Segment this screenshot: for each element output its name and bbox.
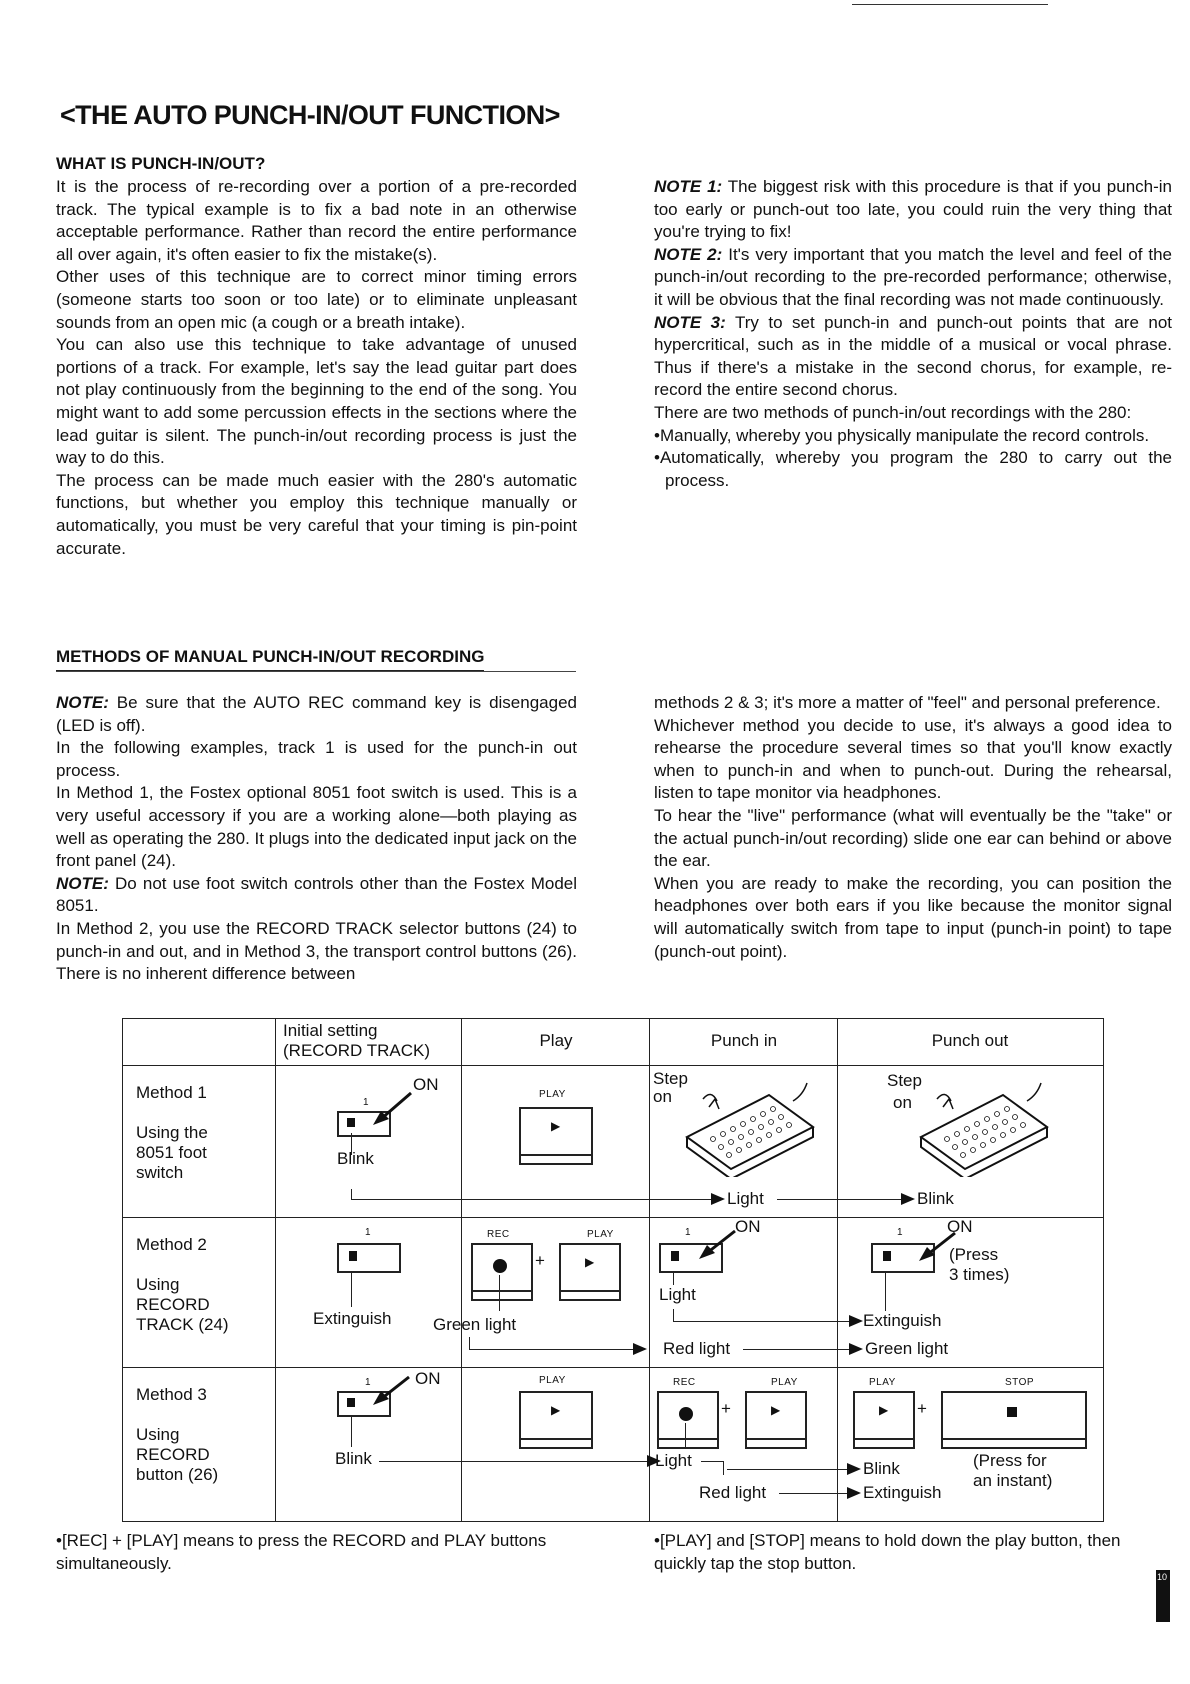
extinguish-label: Extinguish xyxy=(863,1311,942,1330)
button-base xyxy=(747,1438,805,1447)
light-label: Light xyxy=(727,1189,764,1208)
method-label: Method 2 xyxy=(136,1235,207,1254)
on-label: ON xyxy=(947,1217,973,1236)
led-icon xyxy=(883,1251,891,1261)
connector-line xyxy=(351,1199,715,1200)
arrow-icon xyxy=(693,1227,741,1267)
arrowhead-icon xyxy=(849,1343,863,1355)
red-light-label: Red light xyxy=(699,1483,767,1502)
section2-left-column xyxy=(56,692,577,986)
play-label: PLAY xyxy=(771,1377,798,1388)
play-button xyxy=(519,1107,593,1165)
paragraph: There are two methods of punch-in/out recordings with the 280: xyxy=(654,402,1132,422)
page-number-tab xyxy=(1156,1570,1170,1622)
method-desc: TRACK (24) xyxy=(136,1315,229,1334)
light-label: Light xyxy=(655,1451,692,1470)
button-base xyxy=(943,1438,1085,1447)
connector-line xyxy=(673,1271,674,1285)
blink-label: Blink xyxy=(337,1149,374,1168)
connector-line xyxy=(701,1461,723,1462)
stop-icon xyxy=(1007,1407,1017,1417)
play-label: PLAY xyxy=(539,1089,566,1100)
connector-line xyxy=(727,1469,849,1470)
track-number: 1 xyxy=(365,1227,372,1238)
table-divider xyxy=(275,1019,276,1521)
arrowhead-icon xyxy=(847,1463,861,1475)
arrow-icon xyxy=(367,1089,417,1129)
foot-switch-icon xyxy=(673,1077,823,1177)
paragraph: Whichever method you decide to use, it's always a good idea to rehearse the procedure several times so that you'll know exactly when to punch-in and when to punch-out. During the rehearsal, listen to tape monitor via headphones. xyxy=(654,715,1172,803)
note-label: NOTE: xyxy=(56,693,109,712)
paragraph: When you are ready to make the recording, you can position the headphones over both ears if you like because the monitor signal will automatically switch from tape to input (punch-in point) to tape (punch-out point). xyxy=(654,873,1172,961)
paragraph: In the following examples, track 1 is used for the punch-in out process. xyxy=(56,738,577,780)
play-icon: ▶ xyxy=(585,1255,595,1269)
extinguish-label: Extinguish xyxy=(313,1309,392,1328)
connector-line xyxy=(351,1271,352,1307)
connector-line xyxy=(777,1199,903,1200)
play-label: PLAY xyxy=(587,1229,614,1240)
heading-underline xyxy=(56,671,576,672)
press-label: (Press xyxy=(949,1245,999,1264)
connector-line xyxy=(885,1271,886,1311)
table-header-punch-out: Punch out xyxy=(931,1031,1009,1050)
table-header-initial: Initial setting (RECORD TRACK) xyxy=(283,1021,431,1060)
step-on-label: on xyxy=(893,1093,912,1112)
play-icon: ▶ xyxy=(879,1403,889,1417)
connector-line xyxy=(469,1349,635,1350)
method-label: Method 1 xyxy=(136,1083,207,1102)
foot-switch-icon xyxy=(907,1077,1057,1177)
press-label: 3 times) xyxy=(949,1265,1010,1284)
play-button xyxy=(853,1391,915,1449)
connector-line xyxy=(379,1461,651,1462)
play-button xyxy=(519,1391,593,1449)
led-icon xyxy=(347,1398,355,1407)
note-label: NOTE: xyxy=(56,873,109,893)
bullet-item: •Manually, whereby you physically manipulate the record controls. xyxy=(654,425,1150,445)
paragraph: The process can be made much easier with the 280's automatic functions, but whether you employ this technique manually or automatically, you must be very careful that your timing is pin-point accurate. xyxy=(56,470,577,558)
play-button xyxy=(559,1243,621,1301)
play-icon: ▶ xyxy=(551,1119,561,1133)
note-paragraph xyxy=(56,873,577,918)
table-divider xyxy=(837,1019,838,1521)
paragraph: In Method 1, the Fostex optional 8051 foot switch is used. This is a very useful accessory if you are a working alone—both playing as well as operating the 280. It plugs into the dedicated input jack on the front panel (24). xyxy=(56,783,577,871)
red-light-label: Red light xyxy=(663,1339,731,1358)
note-paragraph xyxy=(654,176,1172,244)
on-label: ON xyxy=(735,1217,761,1236)
footnote: •[PLAY] and [STOP] means to hold down the play button, then quickly tap the stop button. xyxy=(654,1531,1121,1573)
methods-table xyxy=(122,1018,1104,1522)
section1-left-column xyxy=(56,176,577,560)
connector-line xyxy=(743,1349,853,1350)
section2-right-column xyxy=(654,692,1172,963)
connector-line xyxy=(779,1493,849,1494)
arrowhead-icon xyxy=(901,1193,915,1205)
paragraph: methods 2 & 3; it's more a matter of "feel" and personal preference. xyxy=(654,693,1161,712)
arrowhead-icon xyxy=(847,1487,861,1499)
blink-label: Blink xyxy=(917,1189,954,1208)
table-divider xyxy=(461,1019,462,1521)
play-icon: ▶ xyxy=(771,1403,781,1417)
method-desc: Using the xyxy=(136,1123,208,1142)
connector-line xyxy=(499,1275,500,1311)
note-text: Be sure that the AUTO REC command key is disengaged (LED is off). xyxy=(56,693,577,735)
note-text: Try to set punch-in and punch-out points that are not hypercritical, such as in the middle of a musical or vocal phrase. Thus if there's a mistake in the second chorus, for example, re-record the entire second chorus. xyxy=(654,312,1173,400)
rec-button xyxy=(471,1243,533,1301)
track-number: 1 xyxy=(363,1097,370,1108)
connector-line xyxy=(351,1189,352,1199)
note-text: The biggest risk with this procedure is that if you punch-in too early or punch-out too late, you could ruin the very thing that you're trying to fix! xyxy=(654,177,1173,242)
play-label: PLAY xyxy=(539,1375,566,1386)
table-header-play: Play xyxy=(539,1031,573,1050)
press-label: (Press for xyxy=(973,1451,1047,1470)
arrowhead-icon xyxy=(849,1315,863,1327)
top-rule xyxy=(852,4,1048,5)
light-label: Light xyxy=(659,1285,696,1304)
note-text: It's very important that you match the level and feel of the punch-in/out recording to the pre-recorded performance; otherwise, it will be obvious that the final recording was not made continuously. xyxy=(654,244,1172,309)
record-icon xyxy=(493,1259,507,1273)
button-base xyxy=(521,1438,591,1447)
page-title: <THE AUTO PUNCH-IN/OUT FUNCTION> xyxy=(60,100,560,130)
stop-label: STOP xyxy=(1005,1377,1035,1388)
button-base xyxy=(659,1438,717,1447)
play-icon: ▶ xyxy=(551,1403,561,1417)
button-base xyxy=(473,1290,531,1299)
connector-line xyxy=(351,1133,352,1155)
method-desc: Using xyxy=(136,1275,180,1294)
connector-line xyxy=(469,1337,470,1349)
paragraph: In Method 2, you use the RECORD TRACK selector buttons (24) to punch-in and out, and in Method 3, the transport control buttons (26). There is no inherent difference between xyxy=(56,918,577,984)
section1-right-column xyxy=(654,176,1172,492)
blink-label: Blink xyxy=(863,1459,900,1478)
method-desc: button (26) xyxy=(136,1465,219,1484)
arrow-icon xyxy=(367,1373,415,1413)
stop-button xyxy=(941,1391,1087,1449)
connector-line xyxy=(673,1309,674,1321)
section-heading-what-is: WHAT IS PUNCH-IN/OUT? xyxy=(56,154,266,173)
table-header-punch-in: Punch in xyxy=(710,1031,778,1050)
method-desc: RECORD xyxy=(136,1295,210,1314)
paragraph: To hear the "live" performance (what will eventually be the "take" or the actual punch-in/out recording) slide one ear can behind or above the ear. xyxy=(654,805,1172,871)
step-label: Step xyxy=(653,1069,688,1088)
method-desc: 8051 foot xyxy=(136,1143,207,1162)
button-base xyxy=(521,1154,591,1163)
method-desc: switch xyxy=(136,1163,184,1182)
note-label: NOTE 3: xyxy=(654,312,726,332)
record-icon xyxy=(679,1407,693,1421)
rec-label: REC xyxy=(673,1377,696,1388)
arrowhead-icon xyxy=(633,1343,647,1355)
method-desc: RECORD xyxy=(136,1445,210,1464)
table-divider xyxy=(649,1019,650,1521)
led-icon xyxy=(671,1251,679,1261)
plus-label: + xyxy=(721,1399,731,1418)
note-label: NOTE 1: xyxy=(654,177,723,196)
green-light-label: Green light xyxy=(865,1339,949,1358)
paragraph: You can also use this technique to take advantage of unused portions of a track. For example, let's say the lead guitar part does not play continuously from the beginning to the end of the song. You might want to add some percussion effects in the sections where the lead guitar is silent. The punch-in/out recording process is just the way to do this. xyxy=(56,335,577,468)
paragraph: It is the process of re-recording over a portion of a pre-recorded track. The typical example is to fix a bad note in an otherwise acceptable performance. Rather than record the entire performance all over again, it's often easier to fix the mistake(s). xyxy=(56,177,577,264)
play-button xyxy=(745,1391,807,1449)
connector-line xyxy=(685,1423,686,1449)
note-label: NOTE 2: xyxy=(654,244,723,264)
extinguish-label: Extinguish xyxy=(863,1483,942,1502)
track-number: 1 xyxy=(365,1377,372,1388)
track-number: 1 xyxy=(897,1227,904,1238)
step-label: Step xyxy=(887,1071,922,1090)
step-on-label: on xyxy=(653,1087,672,1106)
note-paragraph xyxy=(654,244,1172,312)
page-number: 10 xyxy=(1157,1572,1168,1582)
table-divider xyxy=(123,1367,1103,1368)
track-number: 1 xyxy=(685,1227,692,1238)
green-light-label: Green light xyxy=(433,1315,517,1334)
method-desc: Using xyxy=(136,1425,180,1444)
on-label: ON xyxy=(413,1075,439,1094)
note-paragraph xyxy=(654,312,1172,402)
paragraph: Other uses of this technique are to correct minor timing errors (someone starts too soon or too late) or to eliminate unpleasant sounds from an open mic (a cough or a breath intake). xyxy=(56,267,577,332)
led-icon xyxy=(347,1118,355,1127)
arrowhead-icon xyxy=(711,1193,725,1205)
press-label: an instant) xyxy=(973,1471,1053,1490)
bullet-item: •Automatically, whereby you program the 280 to carry out the process. xyxy=(654,448,1172,490)
plus-label: + xyxy=(535,1251,545,1270)
plus-label: + xyxy=(917,1399,927,1418)
note-paragraph xyxy=(56,692,577,737)
method-label: Method 3 xyxy=(136,1385,207,1404)
led-icon xyxy=(349,1251,357,1261)
connector-line xyxy=(673,1321,853,1322)
connector-line xyxy=(723,1461,724,1475)
button-base xyxy=(855,1438,913,1447)
footnote: •[REC] + [PLAY] means to press the RECORD and PLAY buttons simultaneously. xyxy=(56,1531,547,1573)
table-divider xyxy=(123,1065,1103,1066)
play-label: PLAY xyxy=(869,1377,896,1388)
on-label: ON xyxy=(415,1369,441,1388)
rec-label: REC xyxy=(487,1229,510,1240)
section-heading-methods: METHODS OF MANUAL PUNCH-IN/OUT RECORDING xyxy=(56,647,484,672)
connector-line xyxy=(351,1415,352,1447)
button-base xyxy=(561,1290,619,1299)
blink-label: Blink xyxy=(335,1449,372,1468)
note-text: Do not use foot switch controls other than the Fostex Model 8051. xyxy=(56,873,577,916)
track-button xyxy=(337,1243,401,1273)
rec-button xyxy=(657,1391,719,1449)
